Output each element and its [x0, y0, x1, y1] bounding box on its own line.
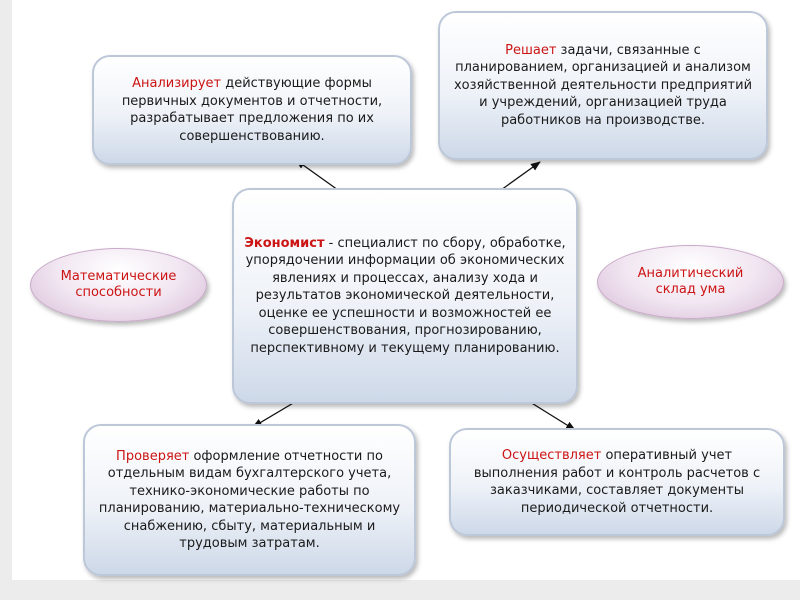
economist-description: - специалист по сбору, обработке, упорядочении информации об экономических явлениях и процессах, анализу хода и результатов экономической деятельности, оценке ее успешности и возможностей ее совершенствования, прогнозированию, перспективному и текущему планированию.: [245, 235, 566, 356]
math-abilities-oval: [30, 248, 207, 322]
analyzes-description: действующие формы первичных документов и отчетности, разрабатывает предложения по их совершенствованию.: [121, 76, 383, 144]
math-abilities-label: Математические способности: [60, 269, 177, 300]
analytical-mind-oval: [597, 245, 784, 319]
solves-text: [448, 42, 758, 130]
economist-definition-box: [232, 188, 578, 404]
solves-keyword: Решает: [505, 42, 557, 58]
checks-keyword: Проверяет: [116, 448, 190, 464]
performs-text: [459, 447, 775, 517]
solves-description: задачи, связанные с планированием, организацией и анализом хозяйственной деятельности предприятий и учреждений, организацией труда работников на производстве.: [453, 42, 753, 128]
analytical-mind-label: Аналитический склад ума: [637, 266, 744, 297]
checks-box: [83, 424, 416, 576]
economist-text: [242, 235, 568, 358]
performs-description: оперативный учет выполнения работ и контроль расчетов с заказчиками, составляет документы периодической отчетности.: [473, 448, 761, 516]
analyzes-box: [92, 55, 412, 165]
checks-text: [93, 448, 406, 553]
performs-keyword: Осуществляет: [501, 448, 602, 463]
performs-box: [449, 428, 785, 536]
analyzes-keyword: Анализирует: [132, 76, 222, 91]
solves-box: [438, 11, 768, 160]
checks-description: оформление отчетности по отдельным видам бухгалтерского учета, технико-экономические работы по планированию, материально-техническому снабжению, сбыту, материальным и трудовым затратам.: [98, 448, 401, 551]
economist-keyword: Экономист: [244, 235, 325, 251]
analyzes-text: [102, 75, 402, 145]
